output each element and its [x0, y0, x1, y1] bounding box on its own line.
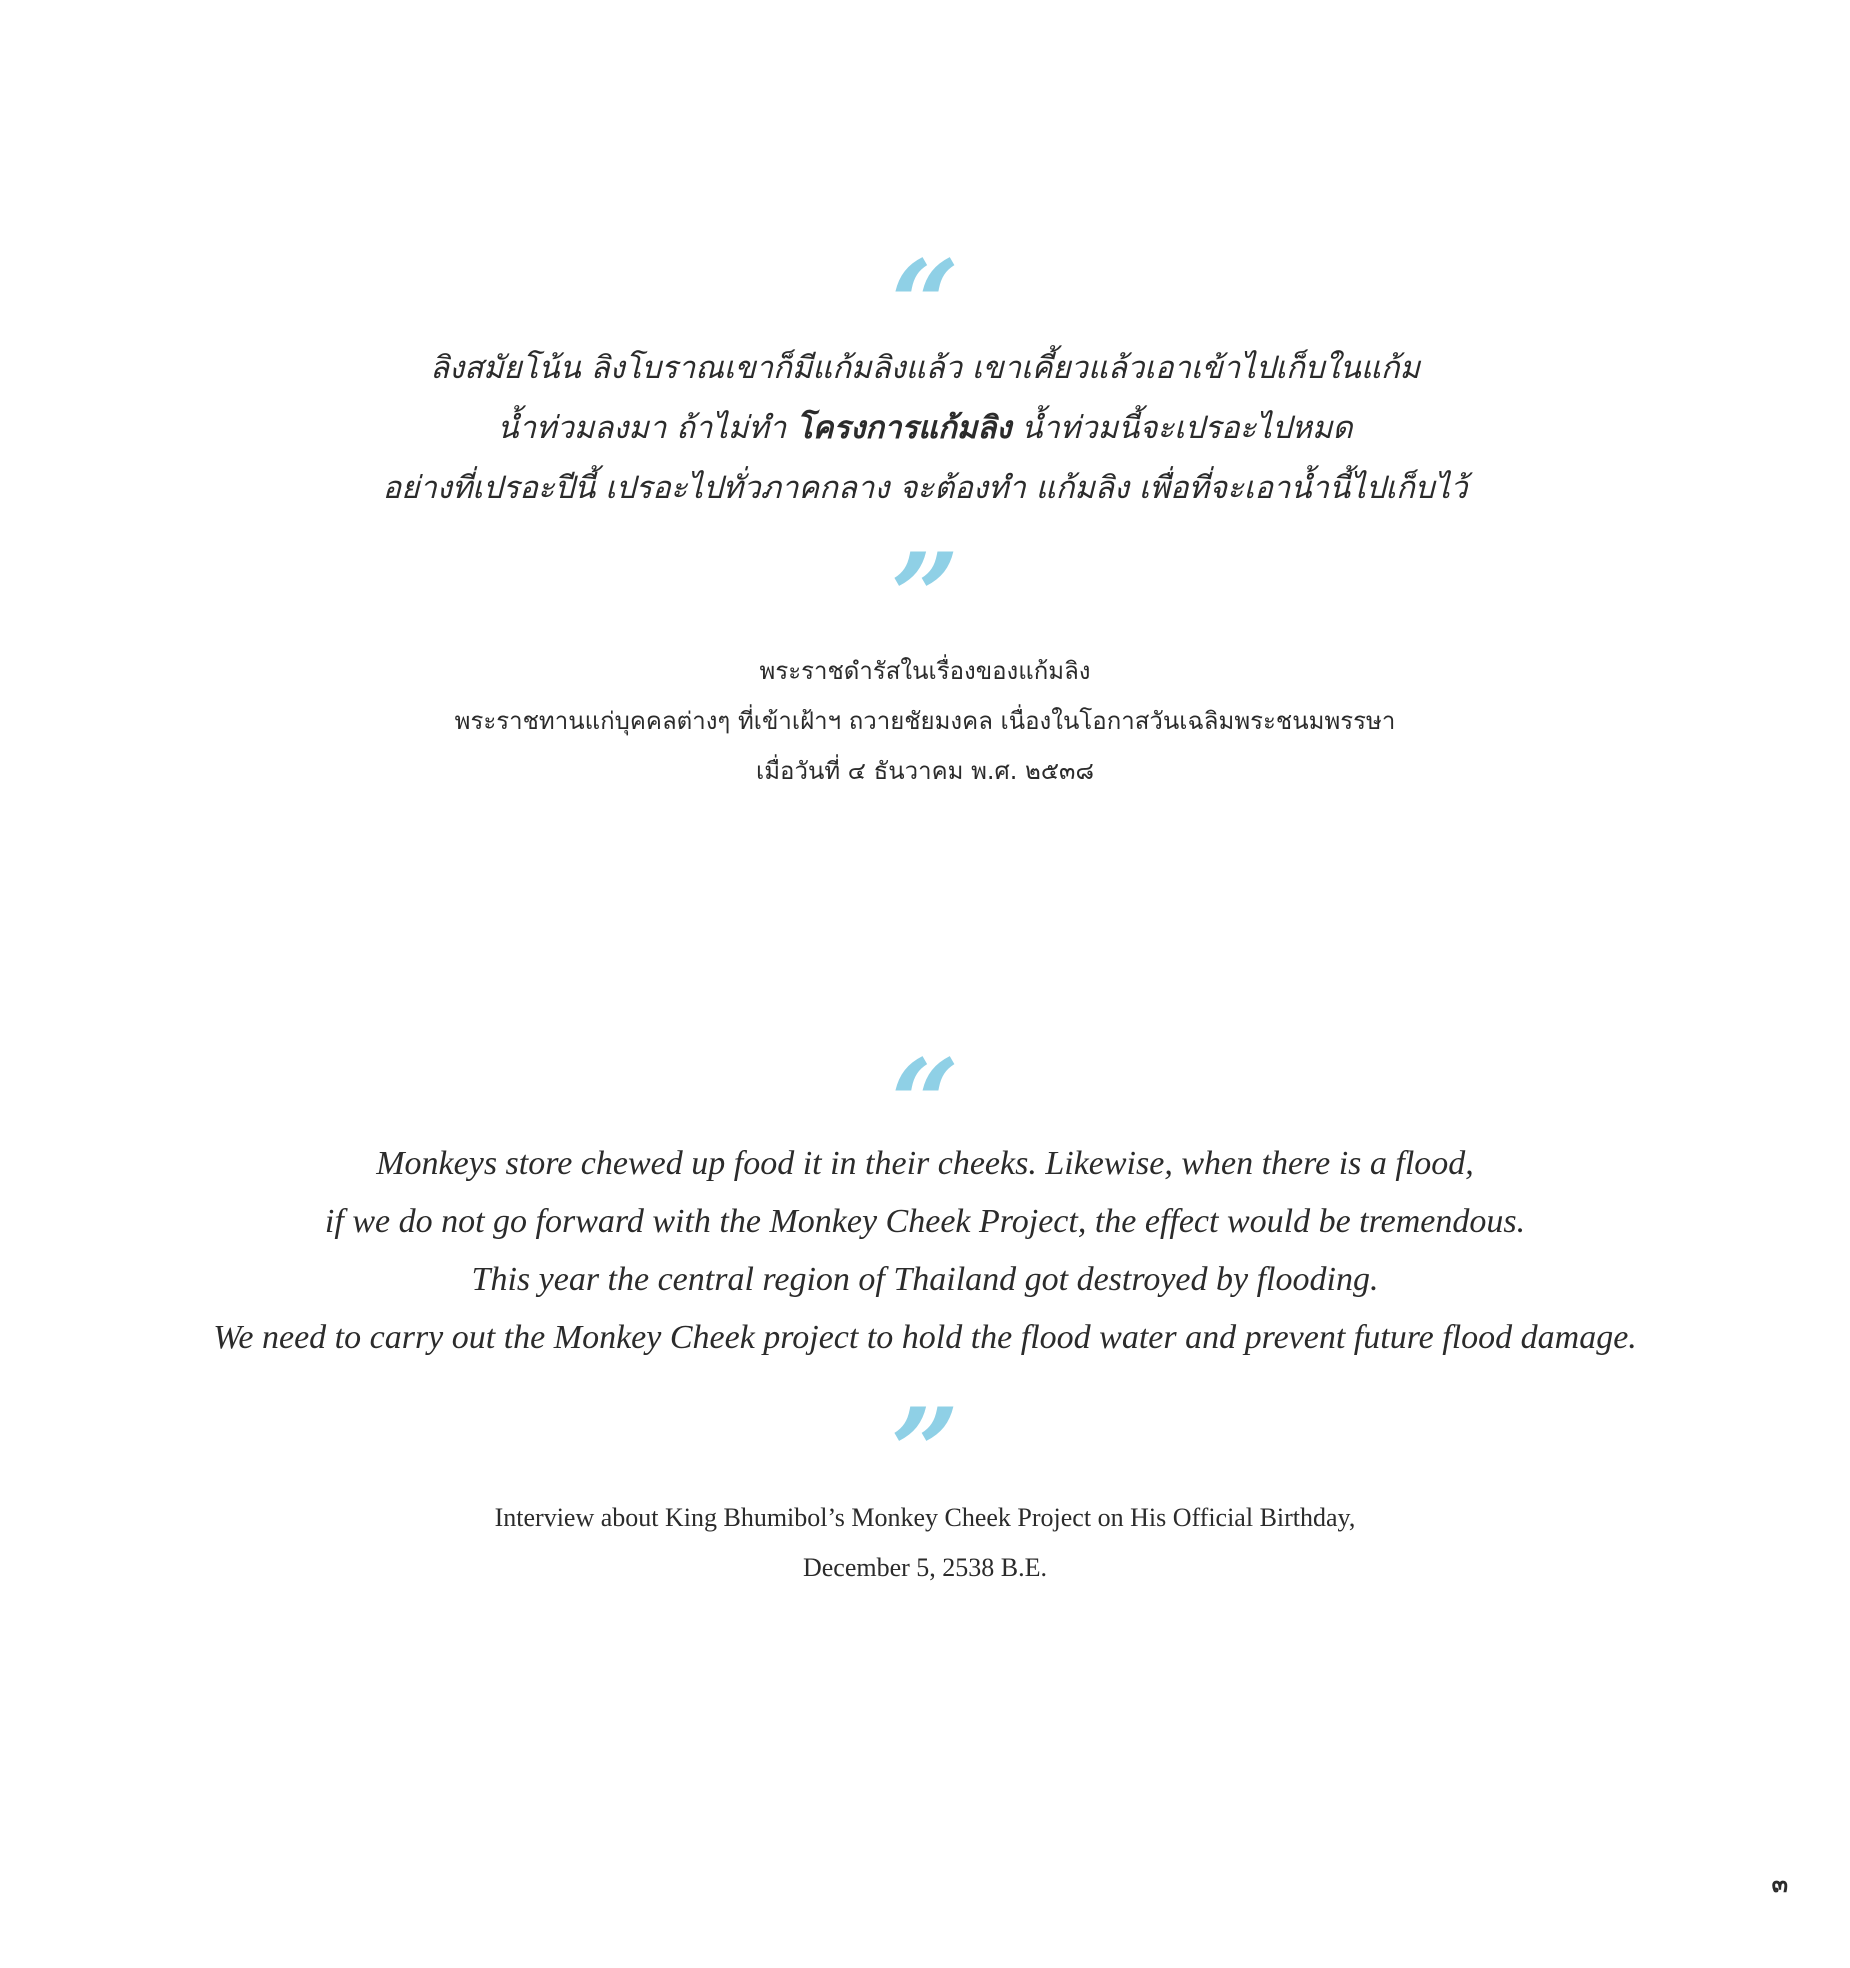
- english-quote-line: if we do not go forward with the Monkey Cheek Project, the effect would be tremendous.: [324, 1203, 1526, 1240]
- english-quote-line: We need to carry out the Monkey Cheek project to hold the flood water and prevent future flood damage.: [213, 1319, 1637, 1356]
- thai-quote-line: อย่างที่เปรอะปีนี้ เปรอะไปทั่วภาคกลาง จะต้องทำ แก้มลิง เพื่อที่จะเอาน้ำนี้ไปเก็บไว้: [382, 470, 1468, 506]
- page-number: ๓: [1771, 1870, 1788, 1898]
- english-quote-text: [0, 1135, 1850, 1367]
- english-source-line: Interview about King Bhumibol’s Monkey Cheek Project on His Official Birthday,: [494, 1503, 1356, 1532]
- thai-quote-line: ลิงสมัยโน้น ลิงโบราณเขาก็มีแก้มลิงแล้ว เขาเคี้ยวแล้วเอาเข้าไปเก็บในแก้ม: [430, 350, 1420, 386]
- thai-quote-text: [0, 338, 1850, 518]
- english-close-quote-icon: ”: [890, 1382, 960, 1523]
- thai-open-quote-icon: “: [890, 234, 960, 375]
- english-quote-line: This year the central region of Thailand got destroyed by flooding.: [471, 1261, 1379, 1298]
- thai-source-citation: [0, 646, 1850, 796]
- thai-quote-line-part: น้ำท่วมลงมา ถ้าไม่ทำ: [497, 410, 797, 446]
- english-source-citation: [0, 1493, 1850, 1593]
- thai-source-line: พระราชดำรัสในเรื่องของแก้มลิง: [759, 657, 1091, 685]
- english-open-quote-icon: “: [890, 1033, 960, 1174]
- monkey-cheek-project-emphasis: โครงการแก้มลิง: [796, 410, 1012, 446]
- english-source-line: December 5, 2538 B.E.: [802, 1553, 1048, 1582]
- thai-close-quote-icon: ”: [890, 527, 960, 668]
- english-quote-line: Monkeys store chewed up food it in their cheeks. Likewise, when there is a flood,: [376, 1145, 1474, 1182]
- thai-quote-line: [0, 398, 1850, 458]
- thai-source-line: เมื่อวันที่ ๔ ธันวาคม พ.ศ. ๒๕๓๘: [756, 757, 1094, 785]
- thai-quote-line-part: น้ำท่วมนี้จะเปรอะไปหมด: [1011, 410, 1353, 446]
- thai-source-line: พระราชทานแก่บุคคลต่างๆ ที่เข้าเฝ้าฯ ถวายชัยมงคล เนื่องในโอกาสวันเฉลิมพระชนมพรรษา: [454, 707, 1396, 735]
